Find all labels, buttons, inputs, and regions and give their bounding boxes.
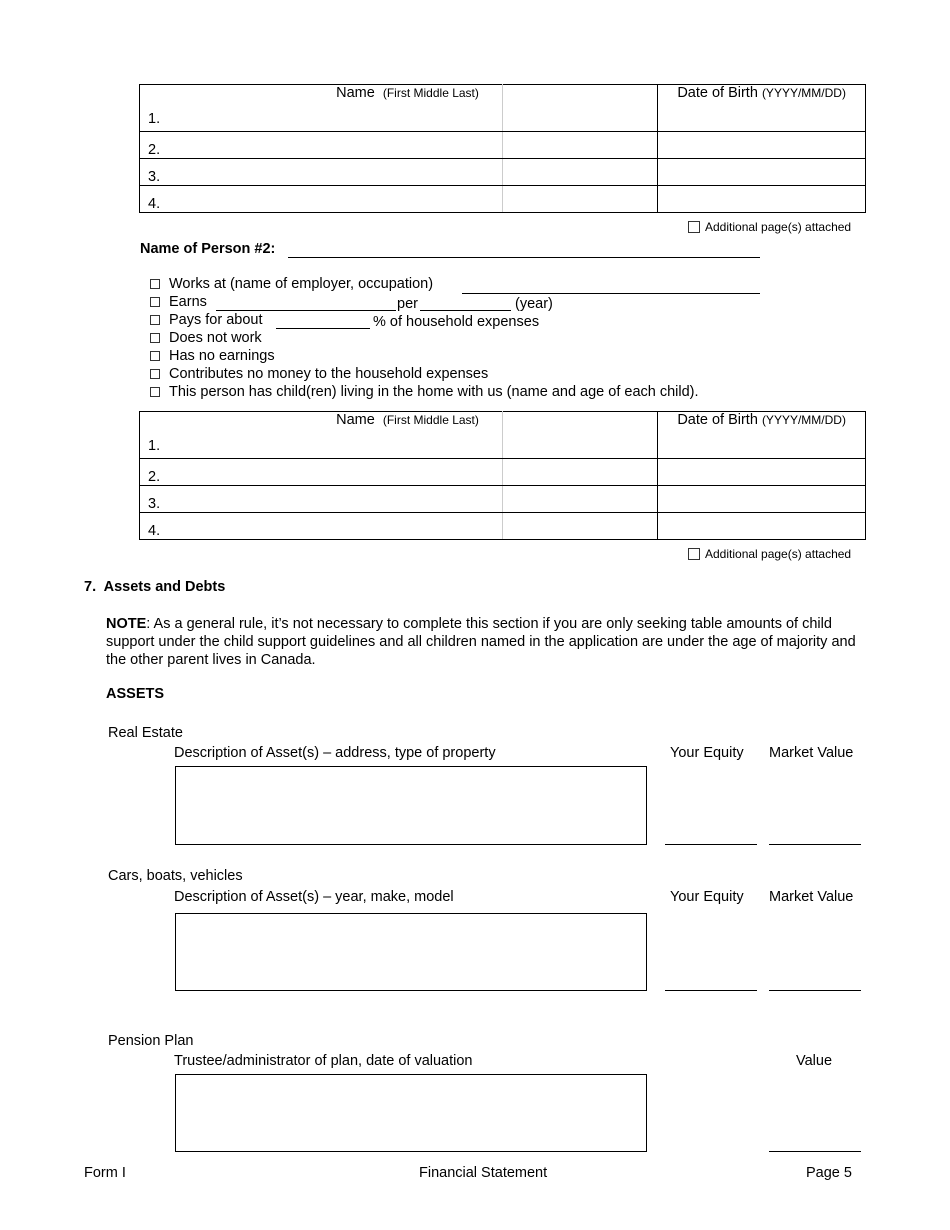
pays-percent-field[interactable] bbox=[276, 314, 370, 329]
footer-form-id: Form I bbox=[84, 1165, 126, 1181]
real-estate-market-label: Market Value bbox=[769, 745, 854, 761]
real-estate-equity-label: Your Equity bbox=[670, 745, 744, 761]
dob-hint: (YYYY/MM/DD) bbox=[761, 86, 846, 100]
vehicles-equity-label: Your Equity bbox=[670, 889, 744, 905]
children-checkbox[interactable] bbox=[150, 387, 160, 397]
real-estate-description-label: Description of Asset(s) – address, type of property bbox=[174, 745, 496, 761]
row-number: 4. bbox=[148, 196, 161, 212]
name-cell-extension[interactable] bbox=[503, 486, 658, 513]
vehicles-description-box[interactable] bbox=[175, 913, 647, 991]
option-pays-for bbox=[150, 312, 263, 328]
no-money-label: Contributes no money to the household expenses bbox=[169, 366, 489, 382]
name-cell[interactable] bbox=[140, 132, 503, 159]
additional-pages-2 bbox=[688, 547, 851, 561]
dob-cell[interactable] bbox=[658, 459, 866, 486]
person2-label: Name of Person #2: bbox=[140, 241, 276, 257]
row-number: 1. bbox=[148, 111, 161, 127]
option-works-at bbox=[150, 276, 433, 292]
no-money-checkbox[interactable] bbox=[150, 369, 160, 379]
footer-page-number: Page 5 bbox=[806, 1165, 852, 1181]
earns-period-field[interactable] bbox=[420, 296, 511, 311]
name-cell-extension[interactable] bbox=[503, 186, 658, 213]
row-number: 2. bbox=[148, 469, 161, 485]
name-header-cell[interactable] bbox=[140, 85, 503, 132]
pension-value-label: Value bbox=[796, 1053, 833, 1069]
pension-description-label: Trustee/administrator of plan, date of valuation bbox=[174, 1053, 473, 1069]
name-hint: (First Middle Last) bbox=[382, 413, 479, 427]
dob-cell[interactable] bbox=[658, 132, 866, 159]
real-estate-title: Real Estate bbox=[108, 725, 183, 741]
dob-header-cell[interactable] bbox=[658, 85, 866, 132]
additional-pages-label-1: Additional page(s) attached bbox=[705, 220, 852, 234]
option-no-work bbox=[150, 330, 262, 346]
no-work-label: Does not work bbox=[169, 330, 262, 346]
children-label: This person has child(ren) living in the home with us (name and age of each child). bbox=[169, 384, 699, 400]
name-cell-extension[interactable] bbox=[503, 513, 658, 540]
name-cell[interactable] bbox=[140, 513, 503, 540]
additional-pages-checkbox-1[interactable] bbox=[688, 221, 700, 233]
real-estate-description-box[interactable] bbox=[175, 766, 647, 845]
vehicles-equity-field[interactable] bbox=[665, 974, 757, 991]
dob-cell[interactable] bbox=[658, 186, 866, 213]
works-at-label: Works at (name of employer, occupation) bbox=[169, 276, 434, 292]
pension-title: Pension Plan bbox=[108, 1033, 194, 1049]
no-work-checkbox[interactable] bbox=[150, 333, 160, 343]
dob-cell[interactable] bbox=[658, 486, 866, 513]
row-number: 4. bbox=[148, 523, 161, 539]
household-label: % of household expenses bbox=[373, 314, 540, 330]
pays-for-label: Pays for about bbox=[169, 312, 263, 328]
name-cell-extension[interactable] bbox=[503, 459, 658, 486]
additional-pages-label-2: Additional page(s) attached bbox=[705, 547, 852, 561]
assets-title: ASSETS bbox=[106, 686, 165, 702]
dob-header-cell[interactable] bbox=[658, 412, 866, 459]
option-children bbox=[150, 384, 699, 400]
dob-hint: (YYYY/MM/DD) bbox=[761, 413, 846, 427]
dob-header: Date of Birth bbox=[677, 412, 758, 428]
name-header-cell[interactable] bbox=[140, 412, 503, 459]
year-label: (year) bbox=[515, 296, 553, 312]
works-at-checkbox[interactable] bbox=[150, 279, 160, 289]
vehicles-description-label: Description of Asset(s) – year, make, model bbox=[174, 889, 454, 905]
row-number: 2. bbox=[148, 142, 161, 158]
works-at-field[interactable] bbox=[462, 278, 760, 294]
real-estate-equity-field[interactable] bbox=[665, 828, 757, 845]
name-hint: (First Middle Last) bbox=[382, 86, 479, 100]
no-earnings-label: Has no earnings bbox=[169, 348, 275, 364]
option-earns bbox=[150, 294, 207, 310]
earns-checkbox[interactable] bbox=[150, 297, 160, 307]
pension-description-box[interactable] bbox=[175, 1074, 647, 1152]
dob-cell[interactable] bbox=[658, 159, 866, 186]
dob-cell[interactable] bbox=[658, 513, 866, 540]
note-label: NOTE bbox=[106, 616, 147, 632]
section-7-title: 7. Assets and Debts bbox=[84, 579, 226, 595]
name-header: Name bbox=[336, 85, 375, 101]
option-no-money bbox=[150, 366, 488, 382]
pays-for-checkbox[interactable] bbox=[150, 315, 160, 325]
footer-title: Financial Statement bbox=[419, 1165, 548, 1181]
additional-pages-1 bbox=[688, 220, 851, 234]
name-cell-extension[interactable] bbox=[503, 132, 658, 159]
vehicles-market-label: Market Value bbox=[769, 889, 854, 905]
no-earnings-checkbox[interactable] bbox=[150, 351, 160, 361]
children-table-1 bbox=[139, 84, 866, 213]
name-cell[interactable] bbox=[140, 486, 503, 513]
row-number: 3. bbox=[148, 169, 161, 185]
note-text: : As a general rule, it’s not necessary to complete this section if you are only seeking table amounts of child support under the child support guidelines and all children named in the application are under the age of majority and the other parent lives in Canada. bbox=[106, 616, 856, 668]
per-label: per bbox=[397, 296, 418, 312]
name-cell[interactable] bbox=[140, 159, 503, 186]
earns-label: Earns bbox=[169, 294, 207, 310]
name-header: Name bbox=[336, 412, 375, 428]
name-cell[interactable] bbox=[140, 459, 503, 486]
option-no-earnings bbox=[150, 348, 275, 364]
vehicles-title: Cars, boats, vehicles bbox=[108, 868, 243, 884]
additional-pages-checkbox-2[interactable] bbox=[688, 548, 700, 560]
person2-name-field[interactable] bbox=[288, 242, 760, 258]
vehicles-market-field[interactable] bbox=[769, 974, 861, 991]
row-number: 1. bbox=[148, 438, 161, 454]
real-estate-market-field[interactable] bbox=[769, 828, 861, 845]
name-cell-extension[interactable] bbox=[503, 159, 658, 186]
pension-value-field[interactable] bbox=[769, 1135, 861, 1152]
name-cell[interactable] bbox=[140, 186, 503, 213]
earns-amount-field[interactable] bbox=[216, 296, 396, 311]
children-table-2 bbox=[139, 411, 866, 540]
note-paragraph bbox=[106, 615, 866, 669]
row-number: 3. bbox=[148, 496, 161, 512]
dob-header: Date of Birth bbox=[677, 85, 758, 101]
